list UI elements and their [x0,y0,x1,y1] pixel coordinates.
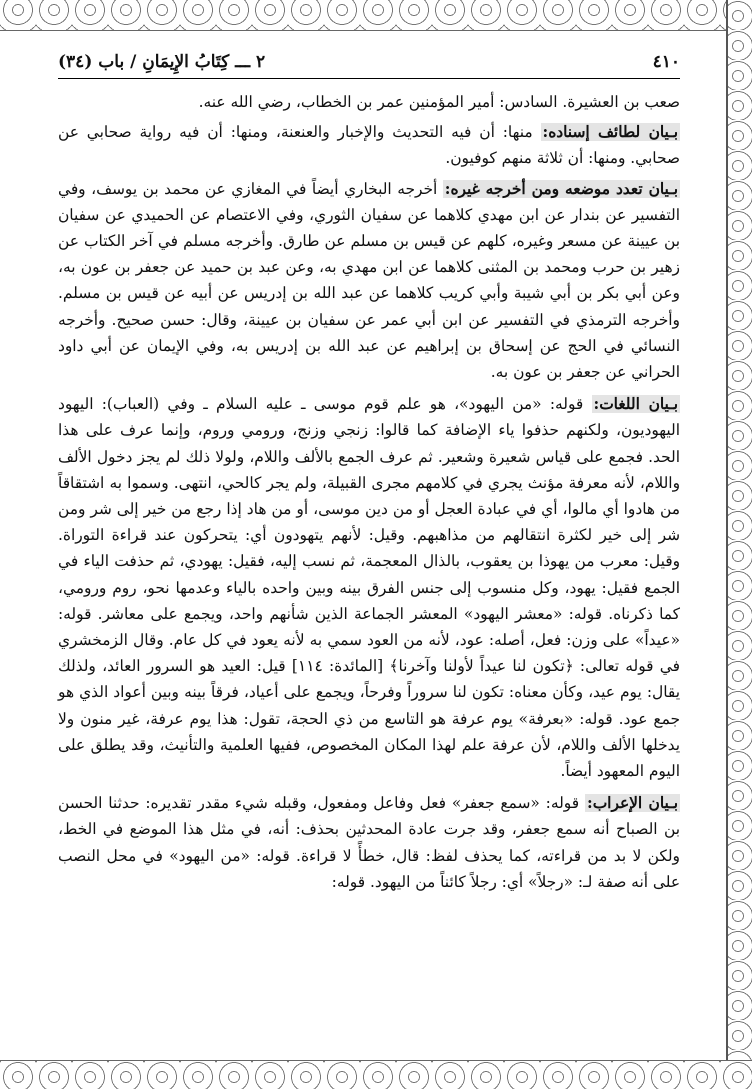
paragraph-grammar [58,790,680,895]
decorative-border-bottom [0,1060,752,1089]
book-page [58,52,680,1052]
running-header [58,52,680,79]
decorative-border-top [0,0,752,31]
paragraph-text: منها: أن فيه التحديث والإخبار والعنعنة، ومنها: أن فيه رواية صحابي عن صحابي. ومنها: أن ثلاثة منهم كوفيون. [58,123,680,168]
section-label: بـيان تعدد موضعه ومن أخرجه غيره: [444,179,678,198]
page-number: ٤١٠ [652,52,680,72]
decorative-border-right [726,0,752,1089]
chapter-title: ٢ ـــ كِتَابُ الإِيمَانِ / باب (٣٤) [58,52,266,72]
paragraph-text: قوله: «سمع جعفر» فعل وفاعل ومفعول، وقبله شيء مقدر تقديره: حدثنا الحسن بن الصباح أنه سمع جعفر، وقد جرت عادة المحدثين بحذف: أنه، في مثل هذا الموضع في الخط، ولكن لا بد من قراءته، كما يحذف لفظ: قال، خطأً لا قراءة. قوله: «من اليهود» في محل النصب على أنه صفة لـ: «رجلاً» أي: رجلاً كائناً من اليهود. قوله: [58,794,680,891]
paragraph-text: صعب بن العشيرة. السادس: أمير المؤمنين عمر بن الخطاب، رضي الله عنه. [198,93,680,111]
paragraph-text: قوله: «من اليهود»، هو علم قوم موسى ـ عليه السلام ـ وفي (العباب): اليهود اليهوديون، ولكنهم حذفوا ياء الإضافة كما قالوا: زنجي وزنج، ورومي وروم، وإنما عرف على هذا الحد. فجمع على قياس شعيرة وشعير. ثم عرف الجمع بالألف واللام، ولولا ذلك لم يجز دخول الألف واللام، لأنه معرفة مؤنث يجري في كلامهم مجرى القبيلة، ولم يجر كالحي، انتهى. وسموا به اشتقاقاً من هادوا أي مالوا، أي في عبادة العجل أو من دين موسى، أو من هاد إذا رجع من خير إلى شر ومن شر إلى خير لكثرة انتقالهم من مذاهبهم. وقيل: لأنهم يتهودون أي: يتحركون عند قراءة التوراة. وقيل: معرب من يهوذا بن يعقوب، بالذال المعجمة، ثم نسب إليه، فقيل: يهودي، ثم حذفت الياء في الجمع فقيل: يهود، وكل منسوب إلى جنس الفرق بينه وبين واحده بالياء وعدمها نحو، روم ورومي، كما ذكرناه. قوله: «معشر اليهود» المعشر الجماعة الذين شأنهم واحد، ويجمع على معاشر. قوله: «عيداً» على وزن: فعل، أصله: عود، لأنه من العود سمي به لأنه يعود في كل عام. وقال الزمخشري في قوله تعالى: ﴿تكون لنا عيداً لأولنا وآخرنا﴾ [المائدة: ١١٤] قيل: العيد هو السرور العائد، ولذلك يقال: يوم عيد، وكأن معناه: تكون لنا سروراً وفرحاً، ويجمع على أعياد، فرقاً بينه وبين أعواد الذي هو جمع عود. قوله: «بعرفة» يوم عرفة هو التاسع من ذي الحجة، تقول: هذا يوم عرفة، غير منون ولا يدخلها الألف واللام، لأن عرفة علم لهذا المكان المخصوص، ففيها العلمية والتأنيث، وقد يطلق على اليوم المعهود أيضاً. [58,395,680,781]
paragraph-language [58,391,680,784]
paragraph-sources [58,176,680,386]
section-label: بـيان اللغات: [593,395,678,414]
section-label: بـيان لطائف إسناده: [542,123,678,142]
paragraph-narrators-end [58,89,680,115]
paragraph-isnad-subtleties [58,119,680,171]
paragraph-text: أخرجه البخاري أيضاً في المغازي عن محمد بن يوسف، وفي التفسير عن بندار عن ابن مهدي كلاهما عن سفيان الثوري، وفي الاعتصام عن الحميدي عن سفيان بن عيينة عن مسعر وغيره، كلهم عن قيس بن مسلم عن طارق. وأخرجه مسلم في آخر الكتاب عن زهير بن حرب ومحمد بن المثنى كلاهما عن ابن مهدي به، وعن عبد بن حميد عن جعفر بن عون به، وعن أبي بكر بن أبي شيبة وأبي كريب كلاهما عن عبد الله بن إدريس عن أبيه عن قيس بن مسلم. وأخرجه الترمذي في التفسير عن ابن أبي عمر عن سفيان بن عيينة، وقال: حسن صحيح. وأخرجه النسائي في الحج عن إسحاق بن إبراهيم عن عبد الله بن إدريس به، وفي الإيمان عن أبي داود الحراني عن جعفر بن عون به. [58,179,680,382]
section-label: بـيان الإعراب: [587,794,678,813]
